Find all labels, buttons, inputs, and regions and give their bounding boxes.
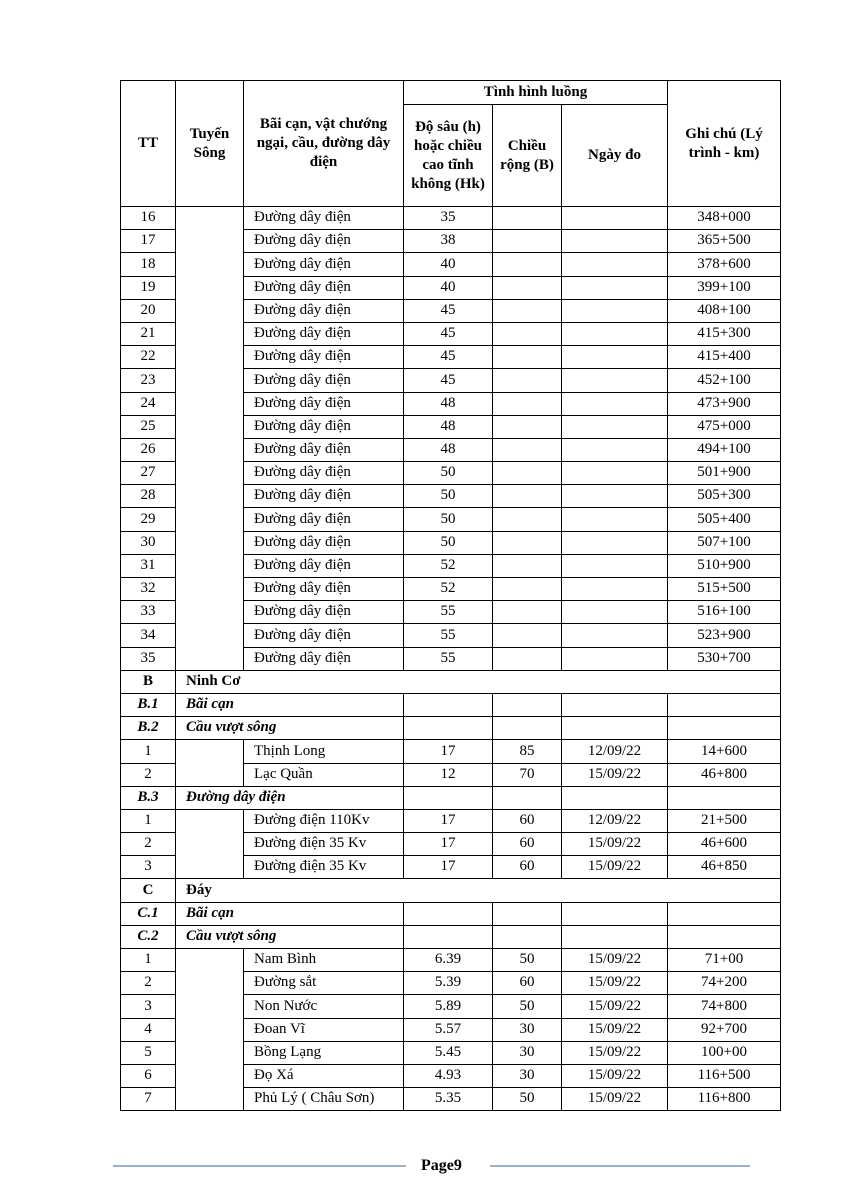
depth-cell: 40 [404,276,493,299]
row-number-cell: 35 [121,647,176,670]
obstacle-name-cell: Đường dây điện [244,322,404,345]
note-cell: 71+00 [668,949,781,972]
row-number-cell: 25 [121,415,176,438]
col-header-note: Ghi chú (Lý trình - km) [668,81,781,207]
depth-cell: 48 [404,415,493,438]
date-cell [562,415,668,438]
note-cell: 74+800 [668,995,781,1018]
note-cell: 505+400 [668,508,781,531]
obstacle-name-cell: Đường sắt [244,972,404,995]
subsection-label: Bãi cạn [176,902,404,925]
table-row [121,207,781,230]
depth-cell: 17 [404,833,493,856]
table-row [121,740,781,763]
width-cell [493,253,562,276]
width-cell [493,415,562,438]
width-cell [493,438,562,461]
note-cell: 365+500 [668,230,781,253]
table-body [121,207,781,1111]
tuyen-song-merged-cell [176,809,244,879]
width-cell [493,647,562,670]
obstacle-name-cell: Đường dây điện [244,207,404,230]
table-row [121,949,781,972]
width-cell [493,624,562,647]
row-number-cell: 6 [121,1064,176,1087]
date-cell [562,902,668,925]
date-cell [562,462,668,485]
row-number-cell: 1 [121,740,176,763]
subsection-number: C.1 [121,902,176,925]
depth-cell: 50 [404,462,493,485]
date-cell [562,207,668,230]
date-cell [562,786,668,809]
obstacle-name-cell: Đường dây điện [244,554,404,577]
note-cell [668,786,781,809]
depth-cell: 12 [404,763,493,786]
note-cell: 473+900 [668,392,781,415]
tuyen-song-merged-cell [176,740,244,786]
row-number-cell: 28 [121,485,176,508]
row-number-cell: 21 [121,322,176,345]
obstacle-name-cell: Đường dây điện [244,462,404,485]
row-number-cell: 33 [121,601,176,624]
width-cell: 30 [493,1018,562,1041]
width-cell [493,554,562,577]
col-header-date: Ngày đo [562,105,668,207]
width-cell [493,925,562,948]
width-cell [493,207,562,230]
date-cell [562,392,668,415]
depth-cell: 50 [404,485,493,508]
note-cell: 452+100 [668,369,781,392]
width-cell [493,902,562,925]
col-header-depth: Độ sâu (h) hoặc chiều cao tĩnh không (Hk) [404,105,493,207]
obstacle-name-cell: Đường dây điện [244,624,404,647]
width-cell [493,508,562,531]
date-cell: 15/09/22 [562,833,668,856]
note-cell: 348+000 [668,207,781,230]
depth-cell: 45 [404,369,493,392]
depth-cell: 5.89 [404,995,493,1018]
depth-cell: 38 [404,230,493,253]
note-cell: 74+200 [668,972,781,995]
width-cell [493,276,562,299]
obstacle-name-cell: Đọ Xá [244,1064,404,1087]
note-cell: 100+00 [668,1041,781,1064]
note-cell: 116+500 [668,1064,781,1087]
date-cell [562,322,668,345]
row-number-cell: 1 [121,949,176,972]
row-number-cell: 34 [121,624,176,647]
note-cell: 501+900 [668,462,781,485]
table-row [121,809,781,832]
note-cell: 516+100 [668,601,781,624]
date-cell [562,693,668,716]
note-cell [668,925,781,948]
width-cell: 30 [493,1041,562,1064]
obstacle-name-cell: Thịnh Long [244,740,404,763]
note-cell: 507+100 [668,531,781,554]
width-cell [493,369,562,392]
date-cell: 12/09/22 [562,740,668,763]
width-cell [493,717,562,740]
width-cell: 60 [493,856,562,879]
width-cell: 50 [493,995,562,1018]
note-cell: 494+100 [668,438,781,461]
date-cell [562,346,668,369]
width-cell: 70 [493,763,562,786]
subsection-label: Cầu vượt sông [176,717,404,740]
note-cell: 46+800 [668,763,781,786]
obstacle-name-cell: Đường dây điện [244,601,404,624]
row-number-cell: 5 [121,1041,176,1064]
date-cell [562,647,668,670]
width-cell [493,299,562,322]
obstacle-name-cell: Bồng Lạng [244,1041,404,1064]
depth-cell: 17 [404,809,493,832]
width-cell: 50 [493,949,562,972]
note-cell: 530+700 [668,647,781,670]
date-cell [562,717,668,740]
date-cell: 12/09/22 [562,809,668,832]
note-cell: 46+600 [668,833,781,856]
date-cell [562,531,668,554]
col-header-obstacle: Bãi cạn, vật chướng ngại, cầu, đường dây điện [244,81,404,207]
row-number-cell: 4 [121,1018,176,1041]
depth-cell: 40 [404,253,493,276]
note-cell: 505+300 [668,485,781,508]
footer-rule-left [113,1165,406,1167]
row-number-cell: 16 [121,207,176,230]
tuyen-song-merged-cell [176,949,244,1111]
col-header-tuyen-song: Tuyến Sông [176,81,244,207]
obstacle-name-cell: Đường điện 110Kv [244,809,404,832]
date-cell: 15/09/22 [562,1041,668,1064]
note-cell: 46+850 [668,856,781,879]
date-cell: 15/09/22 [562,1088,668,1111]
depth-cell: 45 [404,299,493,322]
row-number-cell: 27 [121,462,176,485]
section-number: B [121,670,176,693]
section-label: Ninh Cơ [176,670,781,693]
depth-cell [404,717,493,740]
width-cell [493,392,562,415]
width-cell [493,346,562,369]
width-cell: 50 [493,1088,562,1111]
obstacle-name-cell: Phủ Lý ( Châu Sơn) [244,1088,404,1111]
width-cell [493,230,562,253]
width-cell [493,693,562,716]
note-cell [668,717,781,740]
width-cell: 85 [493,740,562,763]
section-number: C [121,879,176,902]
table-row [121,693,781,716]
note-cell: 21+500 [668,809,781,832]
depth-cell: 5.39 [404,972,493,995]
width-cell: 60 [493,972,562,995]
date-cell: 15/09/22 [562,995,668,1018]
obstacle-name-cell: Nam Bình [244,949,404,972]
note-cell: 415+400 [668,346,781,369]
obstacle-name-cell: Non Nước [244,995,404,1018]
date-cell [562,554,668,577]
depth-cell: 45 [404,322,493,345]
depth-cell: 55 [404,624,493,647]
note-cell: 415+300 [668,322,781,345]
note-cell: 408+100 [668,299,781,322]
col-header-group-tinh-hinh-luong: Tình hình luồng [404,81,668,105]
date-cell [562,438,668,461]
depth-cell: 48 [404,392,493,415]
table-header-row-1 [121,81,781,105]
note-cell: 515+500 [668,578,781,601]
note-cell [668,693,781,716]
depth-cell: 17 [404,856,493,879]
subsection-label: Cầu vượt sông [176,925,404,948]
note-cell: 475+000 [668,415,781,438]
depth-cell [404,786,493,809]
depth-cell: 55 [404,647,493,670]
note-cell: 116+800 [668,1088,781,1111]
obstacle-name-cell: Đường dây điện [244,369,404,392]
table-row [121,925,781,948]
table-row [121,879,781,902]
date-cell: 15/09/22 [562,856,668,879]
date-cell: 15/09/22 [562,972,668,995]
depth-cell [404,693,493,716]
table-row [121,786,781,809]
depth-cell: 5.45 [404,1041,493,1064]
note-cell: 92+700 [668,1018,781,1041]
date-cell: 15/09/22 [562,763,668,786]
row-number-cell: 17 [121,230,176,253]
note-cell: 14+600 [668,740,781,763]
depth-cell [404,925,493,948]
row-number-cell: 18 [121,253,176,276]
row-number-cell: 26 [121,438,176,461]
subsection-number: B.3 [121,786,176,809]
obstacle-name-cell: Đường dây điện [244,531,404,554]
table-row [121,717,781,740]
row-number-cell: 19 [121,276,176,299]
date-cell [562,230,668,253]
section-label: Đáy [176,879,781,902]
width-cell [493,531,562,554]
row-number-cell: 30 [121,531,176,554]
width-cell [493,322,562,345]
row-number-cell: 22 [121,346,176,369]
date-cell [562,624,668,647]
obstacle-name-cell: Đường dây điện [244,485,404,508]
depth-cell: 17 [404,740,493,763]
obstacle-name-cell: Đoan Vĩ [244,1018,404,1041]
depth-cell: 52 [404,578,493,601]
page-footer [113,1155,750,1177]
date-cell [562,369,668,392]
row-number-cell: 29 [121,508,176,531]
subsection-number: B.1 [121,693,176,716]
note-cell: 378+600 [668,253,781,276]
note-cell: 523+900 [668,624,781,647]
depth-cell: 50 [404,508,493,531]
depth-cell: 55 [404,601,493,624]
col-header-width: Chiều rộng (B) [493,105,562,207]
depth-cell: 45 [404,346,493,369]
obstacle-name-cell: Đường dây điện [244,438,404,461]
col-header-tt: TT [121,81,176,207]
date-cell [562,299,668,322]
note-cell [668,902,781,925]
obstacle-name-cell: Đường dây điện [244,299,404,322]
obstacle-name-cell: Đường dây điện [244,508,404,531]
table-row [121,670,781,693]
table-header [121,81,781,207]
row-number-cell: 20 [121,299,176,322]
date-cell: 15/09/22 [562,1064,668,1087]
date-cell [562,508,668,531]
width-cell: 30 [493,1064,562,1087]
obstacle-name-cell: Đường điện 35 Kv [244,833,404,856]
width-cell [493,786,562,809]
row-number-cell: 24 [121,392,176,415]
obstacle-name-cell: Đường điện 35 Kv [244,856,404,879]
depth-cell [404,902,493,925]
footer-rule-right [490,1165,750,1167]
depth-cell: 4.93 [404,1064,493,1087]
note-cell: 399+100 [668,276,781,299]
table-row [121,902,781,925]
depth-cell: 5.57 [404,1018,493,1041]
date-cell [562,485,668,508]
date-cell [562,276,668,299]
obstacle-name-cell: Đường dây điện [244,578,404,601]
obstacle-name-cell: Đường dây điện [244,276,404,299]
depth-cell: 35 [404,207,493,230]
tuyen-song-merged-cell [176,207,244,671]
row-number-cell: 31 [121,554,176,577]
date-cell: 15/09/22 [562,949,668,972]
width-cell: 60 [493,809,562,832]
obstacle-name-cell: Đường dây điện [244,415,404,438]
obstacle-name-cell: Đường dây điện [244,230,404,253]
width-cell [493,601,562,624]
depth-cell: 5.35 [404,1088,493,1111]
obstacle-name-cell: Lạc Quần [244,763,404,786]
obstacle-name-cell: Đường dây điện [244,253,404,276]
note-cell: 510+900 [668,554,781,577]
date-cell [562,578,668,601]
date-cell [562,601,668,624]
width-cell: 60 [493,833,562,856]
row-number-cell: 3 [121,995,176,1018]
depth-cell: 48 [404,438,493,461]
row-number-cell: 32 [121,578,176,601]
date-cell [562,253,668,276]
subsection-number: C.2 [121,925,176,948]
row-number-cell: 2 [121,972,176,995]
depth-cell: 50 [404,531,493,554]
row-number-cell: 1 [121,809,176,832]
obstacle-name-cell: Đường dây điện [244,647,404,670]
row-number-cell: 7 [121,1088,176,1111]
obstacle-name-cell: Đường dây điện [244,346,404,369]
width-cell [493,485,562,508]
obstacle-name-cell: Đường dây điện [244,392,404,415]
width-cell [493,462,562,485]
page-number: Page9 [421,1157,462,1174]
date-cell [562,925,668,948]
subsection-label: Bãi cạn [176,693,404,716]
width-cell [493,578,562,601]
subsection-label: Đường dây điện [176,786,404,809]
depth-cell: 6.39 [404,949,493,972]
depth-cell: 52 [404,554,493,577]
row-number-cell: 3 [121,856,176,879]
date-cell: 15/09/22 [562,1018,668,1041]
row-number-cell: 23 [121,369,176,392]
channel-survey-table [120,80,781,1111]
subsection-number: B.2 [121,717,176,740]
row-number-cell: 2 [121,763,176,786]
row-number-cell: 2 [121,833,176,856]
